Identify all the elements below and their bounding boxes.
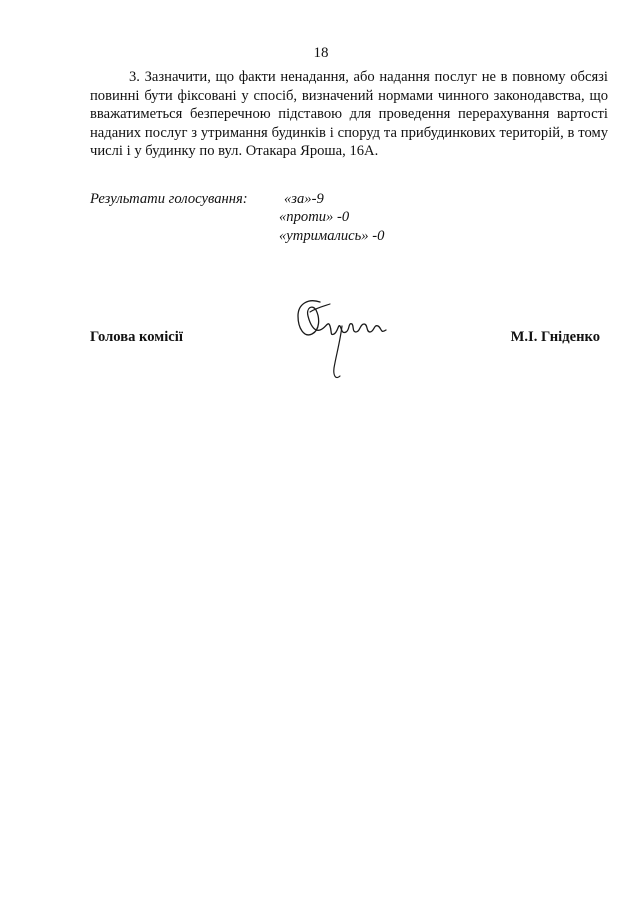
vote-against-count: «проти» -0 bbox=[279, 209, 350, 225]
resolution-paragraph-3: 3. Зазначити, що факти ненадання, або надання послуг не в повному обсязі повинні бути фіксовані у спосіб, визначений нормами чинного законодавства, що вважатиметься безперечною підставою для проведення перерахування вартості наданих послуг з утримання будинків і споруд та прибудинкових територій, в тому числі і у будинку по вул. Отакара Яроша, 16А. bbox=[90, 69, 608, 160]
handwritten-signature-icon bbox=[290, 290, 400, 385]
voting-results-label: Результати голосування: bbox=[90, 191, 248, 207]
commission-chair-title: Голова комісії bbox=[90, 329, 183, 345]
page-number: 18 bbox=[313, 45, 329, 61]
commission-chair-name: М.І. Гніденко bbox=[510, 329, 600, 345]
vote-abstained-count: «утримались» -0 bbox=[279, 228, 385, 244]
vote-for-count: «за»-9 bbox=[284, 191, 324, 207]
